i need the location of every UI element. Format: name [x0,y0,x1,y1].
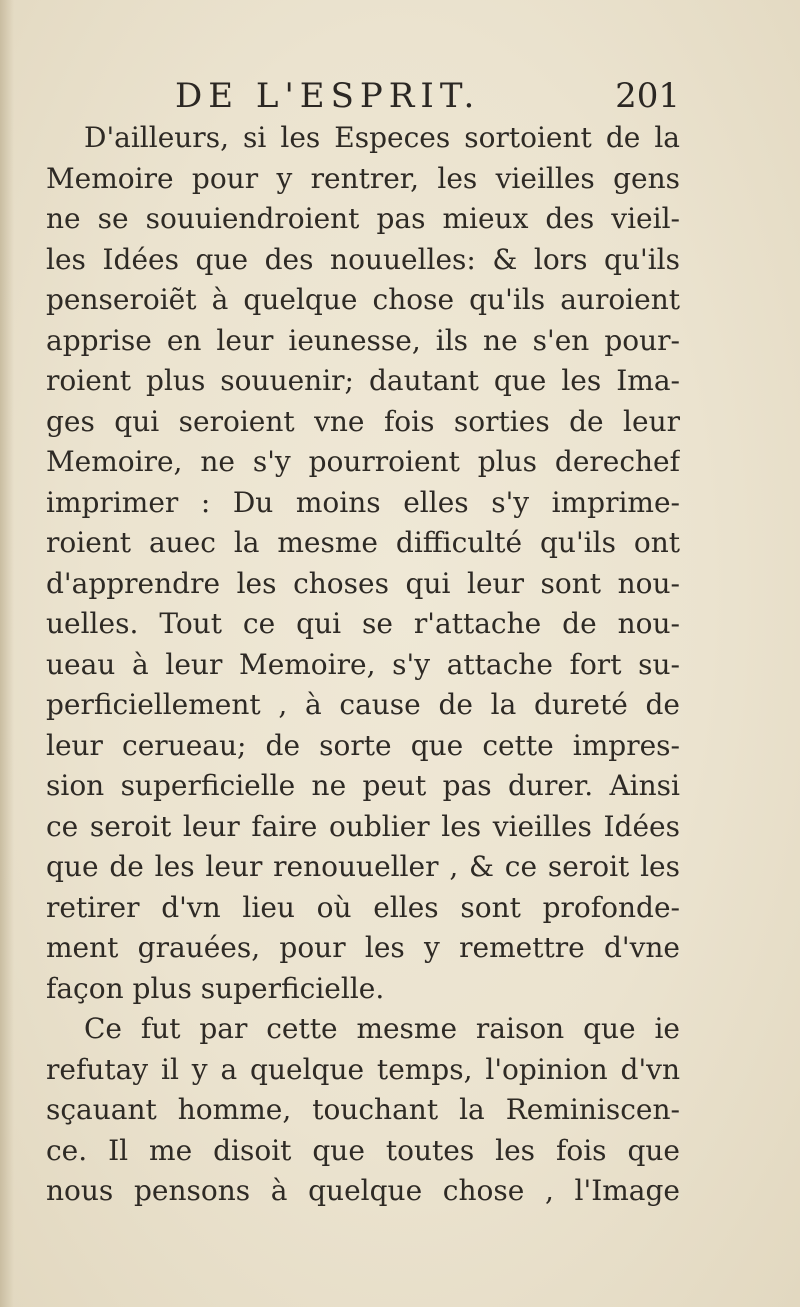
text-line: sçauant homme, touchant la Reminiscen- [46,1093,680,1126]
text-line: les Idées que des nouuelles: & lors qu'ils [46,242,680,276]
text-line: Memoire, ne s'y pourroient plus derechef [46,445,680,478]
running-title: DE L'ESPRIT. [175,76,481,116]
text-line: ges qui seroient vne fois sorties de leur [46,404,680,438]
text-line: que de les leur renouueller , & ce seroit les [46,850,680,883]
text-line: roient plus souuenir; dautant que les Ima- [46,364,680,397]
text-line: uelles. Tout ce qui se r'attache de nou- [46,607,680,640]
page-gutter-shadow [0,0,14,1307]
text-line: façon plus superficielle. [46,971,385,1005]
text-line: ne se souuiendroient pas mieux des vieil- [46,202,680,235]
text-line: Memoire pour y rentrer, les vieilles gens [46,161,680,195]
text-line: refutay il y a quelque temps, l'opinion d'vn [46,1052,680,1086]
text-line: ce. Il me disoit que toutes les fois que [46,1133,680,1167]
text-line: retirer d'vn lieu où elles sont profonde- [46,890,680,924]
text-line: ment grauées, pour les y remettre d'vne [46,931,680,964]
text-line: nous pensons à quelque chose , l'Image [46,1174,680,1207]
text-line: roient auec la mesme difficulté qu'ils ont [46,526,680,559]
body-text [46,118,680,1212]
text-line: apprise en leur ieunesse, ils ne s'en pour- [46,323,680,357]
text-line: ueau à leur Memoire, s'y attache fort su- [46,647,680,681]
text-line: leur cerueau; de sorte que cette impres- [46,728,680,762]
text-line: Ce fut par cette mesme raison que ie [84,1012,680,1045]
text-line: d'apprendre les choses qui leur sont nou- [46,566,680,600]
text-line: perficiellement , à cause de la dureté de [46,688,680,721]
running-head [175,70,680,120]
text-line: sion superficielle ne peut pas durer. Ainsi [46,769,680,802]
text-line: ce seroit leur faire oublier les vieilles Idées [46,809,680,843]
text-line: imprimer : Du moins elles s'y imprime- [46,485,680,519]
page-number: 201 [615,76,680,116]
text-line: D'ailleurs, si les Especes sortoient de la [84,121,680,154]
text-line: penseroiẽt à quelque chose qu'ils auroient [46,283,680,316]
